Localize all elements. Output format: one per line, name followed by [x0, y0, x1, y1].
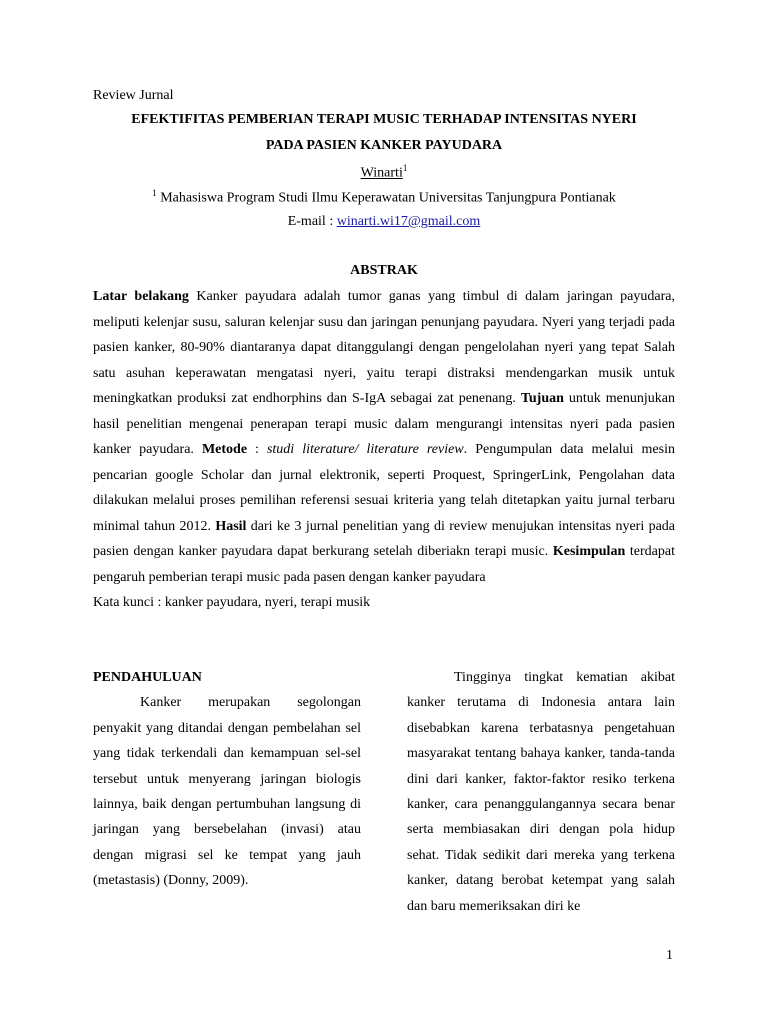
title-line-2: PADA PASIEN KANKER PAYUDARA: [265, 138, 503, 153]
left-column-paragraph: Kanker merupakan segolongan penyakit yang ditandai dengan pembelahan sel yang tidak terkendali dan kemampuan sel-sel tersebut untuk menyerang jaringan biologis lainnya, baik dengan pertumbuhan langsung di jaringan yang bersebelahan (invasi) atau dengan migrasi sel ke tempat yang jauh (metastasis) (Donny, 2009).: [93, 695, 361, 889]
review-label: Review Jurnal: [93, 88, 174, 103]
abstract-paragraph: [93, 284, 675, 590]
affiliation-superscript: 1: [152, 188, 157, 198]
hasil-text: dari ke 3 jurnal penelitian yang di review menujukan intensitas nyeri pada pasien dengan kanker payudara dapat berkurang setelah diberiakn terapi music.: [93, 518, 676, 559]
title-line-1: EFEKTIFITAS PEMBERIAN TERAPI MUSIC TERHADAP INTENSITAS NYERI: [131, 112, 637, 127]
keywords: Kata kunci : kanker payudara, nyeri, terapi musik: [93, 595, 371, 610]
hasil-label: Hasil: [215, 518, 247, 534]
abstract-heading: ABSTRAK: [350, 263, 418, 278]
metode-separator: :: [247, 442, 267, 457]
section-heading-pendahuluan: PENDAHULUAN: [93, 670, 202, 685]
right-column: [407, 665, 675, 919]
latar-belakang-label: Latar belakang: [93, 289, 189, 304]
email-label: E-mail :: [287, 214, 337, 229]
author-name: Winarti: [360, 165, 403, 181]
page-number: 1: [666, 948, 673, 963]
abstract-body: [93, 284, 675, 616]
right-column-paragraph: Tingginya tingkat kematian akibat kanker terutama di Indonesia antara lain disebabkan karena terbatasnya pengetahuan masyarakat tentang bahaya kanker, tanda-tanda dini dari kanker, faktor-faktor resiko terkena kanker, cara penanggulangannya secara benar serta membiasakan diri dengan pola hidup sehat. Tidak sedikit dari mereka yang terkena kanker, datang berobat ketempat yang salah dan baru memeriksakan diri ke: [407, 670, 675, 914]
latar-belakang-text: Kanker payudara adalah tumor ganas yang timbul di dalam jaringan payudara, meliputi kelenjar susu, saluran kelenjar susu dan jaringan penunjang payudara. Nyeri yang terjadi pada pasien kanker, 80-90% diantaranya dapat ditanggulangi dengan pengelolahan nyeri yang tepat Salah satu asuhan keperawatan mengatasi nyeri, yaitu terapi distraksi mendengarkan musik untuk meningkatkan produksi zat endhorphins dan S-IgA sebagai zat penenang.: [93, 289, 675, 406]
kesimpulan-text: terdapat pengaruh pemberian terapi music pada pasen dengan kanker payudara: [93, 544, 675, 585]
author-line: [0, 163, 768, 182]
author-superscript: 1: [402, 163, 408, 173]
tujuan-text: untuk menunjukan hasil penelitian mengenai penerapan terapi music dalam mengurangi intensitas nyeri pada pasien kanker payudara.: [93, 391, 675, 457]
email-line: [0, 214, 768, 230]
affiliation-line: [0, 188, 768, 207]
metode-italic: studi literature/ literature review: [266, 442, 464, 457]
email-link[interactable]: winarti.wi17@gmail.com: [336, 214, 481, 229]
affiliation-text: Mahasiswa Program Studi Ilmu Keperawatan Universitas Tanjungpura Pontianak: [160, 190, 616, 206]
tujuan-label: Tujuan: [520, 391, 564, 406]
kesimpulan-label: Kesimpulan: [552, 544, 626, 559]
left-column: [93, 665, 361, 894]
metode-text: . Pengumpulan data melalui mesin pencarian google Scholar dan jurnal elektronik, seperti Proquest, SpringerLink, Pengolahan data dilakukan melalui proses pemilihan referensi sesuai kriteria yang telah ditetapkan yaitu jurnal terbaru minimal tahun 2012.: [93, 442, 675, 534]
metode-label: Metode: [201, 442, 248, 457]
